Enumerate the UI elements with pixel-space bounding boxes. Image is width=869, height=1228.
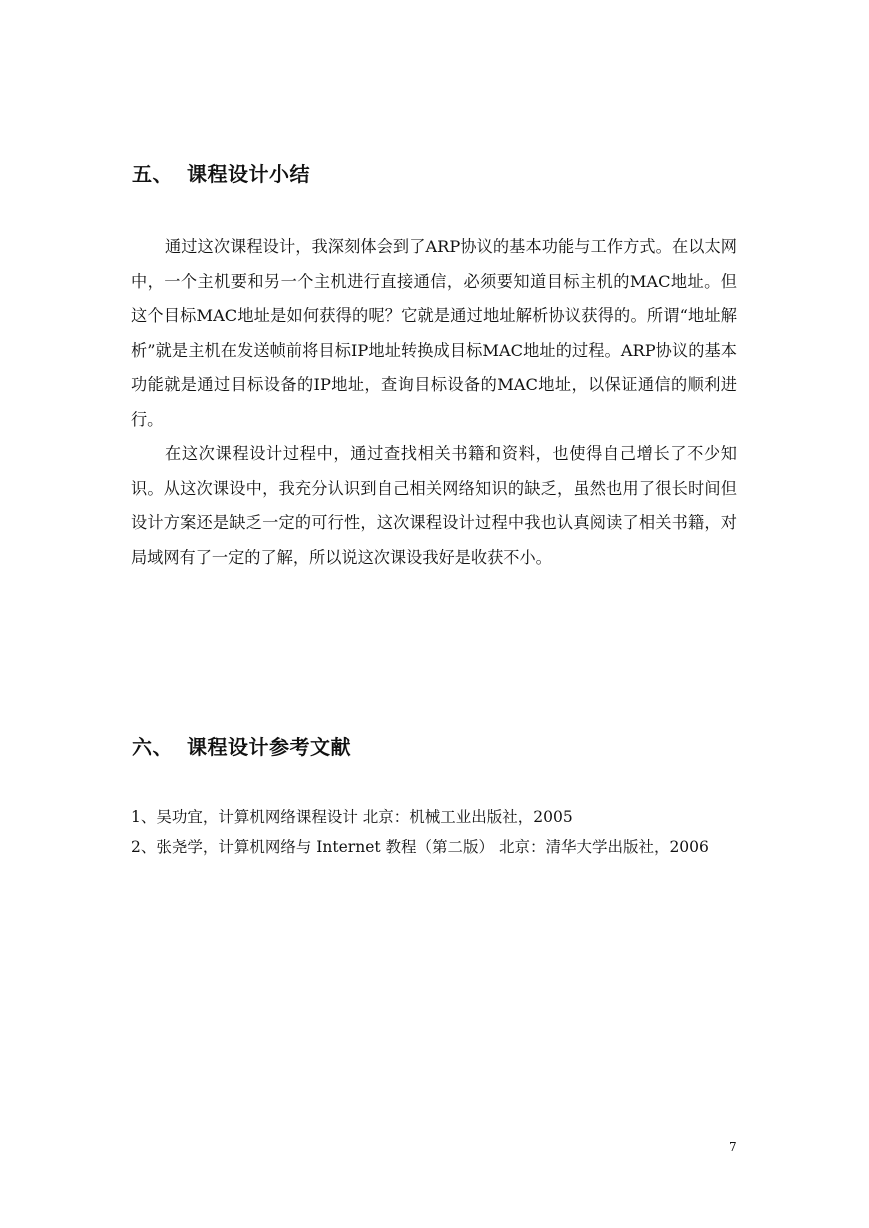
section-number: 六、 [132,735,173,759]
reference-item: 1、吴功宜，计算机网络课程设计 北京：机械工业出版社，2005 [131,808,573,826]
reference-list [131,802,737,862]
section-heading-references [132,733,351,761]
section-number: 五、 [132,162,173,186]
section-title: 课程设计参考文献 [187,735,351,759]
section-heading-summary [132,160,310,188]
summary-paragraph: 在这次课程设计过程中，通过查找相关书籍和资料，也使得自己增长了不少知识。从这次课设中，我充分认识到自己相关网络知识的缺乏，虽然也用了很长时间但设计方案还是缺乏一定的可行性，这次课程设计过程中我也认真阅读了相关书籍，对局域网有了一定的了解，所以说这次课设我好是收获不小。 [131,444,737,567]
page-number: 7 [729,1140,737,1154]
section-title: 课程设计小结 [187,162,310,186]
reference-item: 2、张尧学，计算机网络与 Internet 教程（第二版） 北京：清华大学出版社，2006 [131,838,709,856]
summary-paragraph: 通过这次课程设计，我深刻体会到了ARP协议的基本功能与工作方式。在以太网中，一个主机要和另一个主机进行直接通信，必须要知道目标主机的MAC地址。但这个目标MAC地址是如何获得的呢？它就是通过地址解析协议获得的。所谓“地址解析”就是主机在发送帧前将目标IP地址转换成目标MAC地址的过程。ARP协议的基本功能就是通过目标设备的IP地址，查询目标设备的MAC地址，以保证通信的顺利进行。 [131,237,737,429]
